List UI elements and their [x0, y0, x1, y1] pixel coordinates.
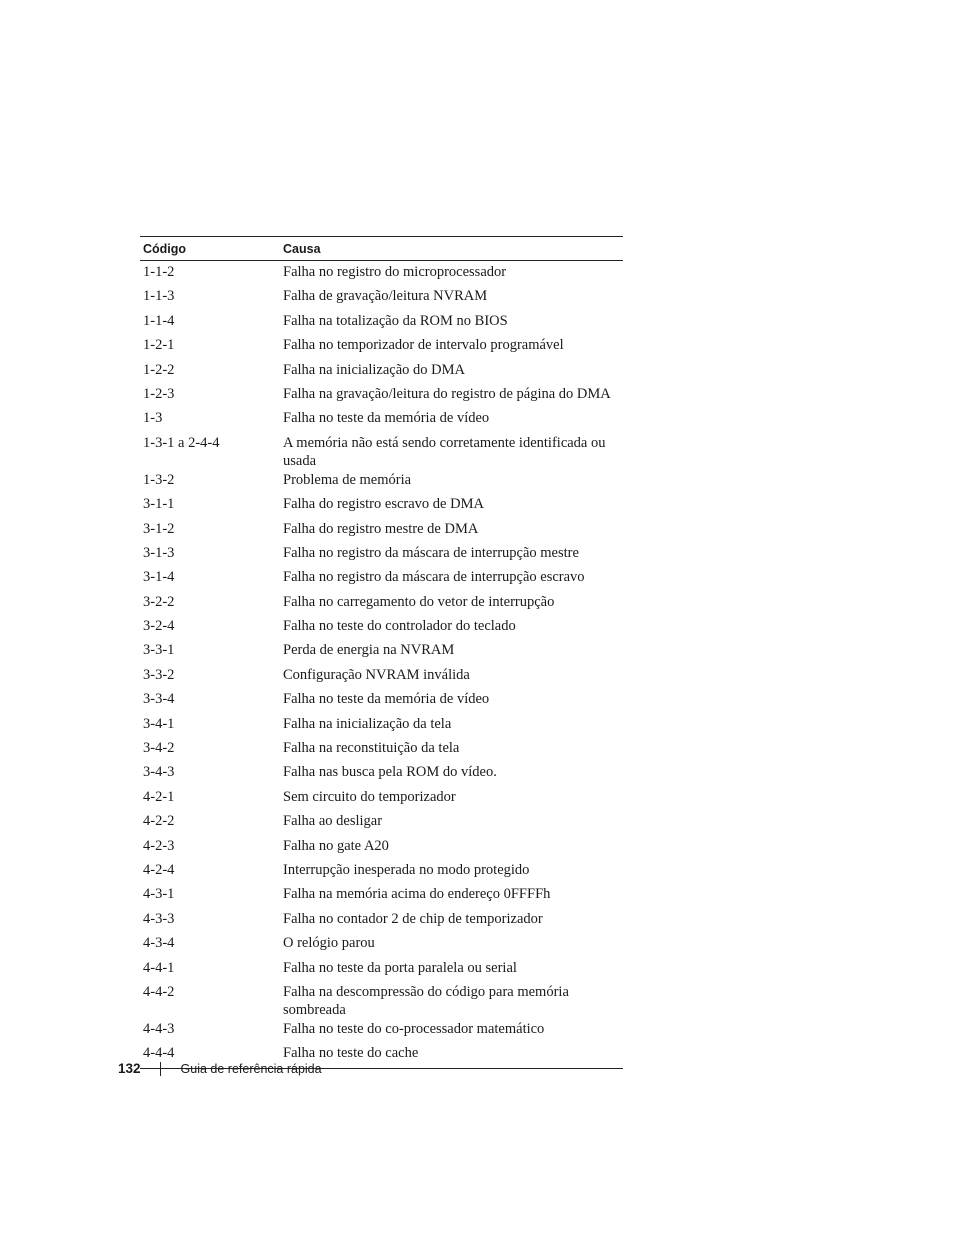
- table-row: [140, 286, 623, 310]
- table-row: [140, 714, 623, 738]
- cell-code: 3-4-3: [143, 764, 175, 781]
- table-row: [140, 433, 623, 470]
- cell-cause: Falha na totalização da ROM no BIOS: [283, 312, 508, 329]
- table-row: [140, 261, 623, 287]
- cell-code: 4-3-3: [143, 910, 175, 927]
- cell-cause: Falha no registro da máscara de interrupção escravo: [283, 569, 585, 586]
- cell-cause: Falha no temporizador de intervalo programável: [283, 337, 564, 354]
- page-number: 132: [118, 1061, 141, 1076]
- table-row: [140, 384, 623, 408]
- cell-cause: Falha no registro do microprocessador: [283, 264, 507, 280]
- cell-code: 1-1-4: [143, 312, 175, 329]
- cell-code: 3-2-2: [143, 593, 175, 610]
- table-row: [140, 408, 623, 432]
- cell-code: 4-4-1: [143, 959, 175, 976]
- footer-divider: [160, 1062, 161, 1076]
- cell-cause: Falha no teste da memória de vídeo: [283, 691, 490, 708]
- cell-code: 4-4-2: [143, 983, 175, 1000]
- cell-cause: Falha de gravação/leitura NVRAM: [283, 288, 488, 305]
- cell-cause: Falha no teste da memória de vídeo: [283, 410, 490, 427]
- cell-code: 3-4-2: [143, 740, 175, 757]
- cell-code: 3-2-4: [143, 618, 175, 635]
- table-row: [140, 494, 623, 518]
- cell-cause: Falha no gate A20: [283, 837, 389, 854]
- header-cause: Causa: [283, 241, 321, 256]
- cell-cause: Falha do registro escravo de DMA: [283, 496, 484, 513]
- cell-code: 4-4-4: [143, 1045, 175, 1062]
- table-row: [140, 335, 623, 359]
- cell-code: 3-3-1: [143, 642, 175, 659]
- table-row: [140, 543, 623, 567]
- table-body: [140, 261, 623, 1069]
- cell-code: 3-1-3: [143, 544, 175, 561]
- cell-cause: Falha no teste do cache: [283, 1045, 419, 1062]
- cell-cause: Falha na memória acima do endereço 0FFFFh: [283, 886, 551, 903]
- cell-code: 1-3-1 a 2-4-4: [143, 434, 220, 451]
- cell-cause: Problema de memória: [283, 471, 412, 488]
- header-code: Código: [143, 241, 187, 256]
- cell-code: 4-3-1: [143, 886, 175, 903]
- table-row: [140, 640, 623, 664]
- cell-code: 1-2-2: [143, 361, 175, 378]
- cell-code: 3-3-4: [143, 691, 175, 708]
- cell-code: 4-4-3: [143, 1020, 175, 1037]
- page-footer: [118, 1061, 322, 1076]
- table-row: [140, 1019, 623, 1043]
- cell-cause: Falha no teste do controlador do teclado: [283, 618, 516, 635]
- cell-cause: Falha na descompressão do código para memória sombreada: [283, 983, 569, 1018]
- cell-cause: Sem circuito do temporizador: [283, 788, 456, 805]
- table-row: [140, 689, 623, 713]
- table-header: [140, 237, 623, 261]
- cell-cause: Falha na reconstituição da tela: [283, 740, 460, 757]
- table-row: [140, 933, 623, 957]
- cell-code: 3-1-4: [143, 569, 175, 586]
- cell-cause: Falha do registro mestre de DMA: [283, 520, 479, 537]
- cell-code: 3-1-2: [143, 520, 175, 537]
- table-row: [140, 909, 623, 933]
- table-row: [140, 470, 623, 494]
- cell-cause: Falha no teste da porta paralela ou serial: [283, 959, 517, 976]
- table-row: [140, 787, 623, 811]
- cell-cause: Falha no carregamento do vetor de interrupção: [283, 593, 555, 610]
- table-row: [140, 762, 623, 786]
- cell-cause: Falha ao desligar: [283, 813, 383, 830]
- cell-cause: Configuração NVRAM inválida: [283, 666, 470, 683]
- table-row: [140, 665, 623, 689]
- table-row: [140, 884, 623, 908]
- cell-code: 1-1-2: [143, 264, 175, 280]
- cell-cause: O relógio parou: [283, 935, 375, 952]
- table-row: [140, 860, 623, 884]
- beep-code-table: [140, 236, 623, 1069]
- cell-code: 4-2-1: [143, 788, 175, 805]
- table-row: [140, 958, 623, 982]
- table-row: [140, 360, 623, 384]
- cell-code: 1-2-3: [143, 385, 175, 402]
- cell-cause: Falha no contador 2 de chip de temporizador: [283, 910, 543, 927]
- cell-cause: Falha na inicialização da tela: [283, 715, 452, 732]
- cell-code: 4-2-2: [143, 813, 175, 830]
- cell-cause: Falha no registro da máscara de interrupção mestre: [283, 544, 579, 561]
- table-row: [140, 519, 623, 543]
- cell-code: 3-1-1: [143, 496, 175, 513]
- cell-code: 1-1-3: [143, 288, 175, 305]
- cell-cause: Falha na inicialização do DMA: [283, 361, 465, 378]
- cell-cause: Falha nas busca pela ROM do vídeo.: [283, 764, 497, 781]
- table-row: [140, 836, 623, 860]
- table-row: [140, 311, 623, 335]
- cell-code: 1-3: [143, 410, 163, 427]
- table-row: [140, 738, 623, 762]
- cell-cause: Falha no teste do co-processador matemático: [283, 1020, 545, 1037]
- cell-code: 3-3-2: [143, 666, 175, 683]
- footer-title: Guia de referência rápida: [180, 1061, 322, 1076]
- table-row: [140, 982, 623, 1019]
- table-row: [140, 567, 623, 591]
- cell-code: 4-3-4: [143, 935, 175, 952]
- table-row: [140, 811, 623, 835]
- cell-cause: Perda de energia na NVRAM: [283, 642, 455, 659]
- cell-cause: Falha na gravação/leitura do registro de página do DMA: [283, 385, 611, 402]
- cell-code: 1-2-1: [143, 337, 175, 354]
- cell-cause: Interrupção inesperada no modo protegido: [283, 861, 530, 878]
- table-row: [140, 592, 623, 616]
- table-header-row: [140, 237, 623, 261]
- cell-code: 4-2-4: [143, 861, 175, 878]
- cell-code: 1-3-2: [143, 471, 175, 488]
- cell-code: 4-2-3: [143, 837, 175, 854]
- cell-cause: A memória não está sendo corretamente identificada ou usada: [283, 434, 606, 469]
- cell-code: 3-4-1: [143, 715, 175, 732]
- table-row: [140, 616, 623, 640]
